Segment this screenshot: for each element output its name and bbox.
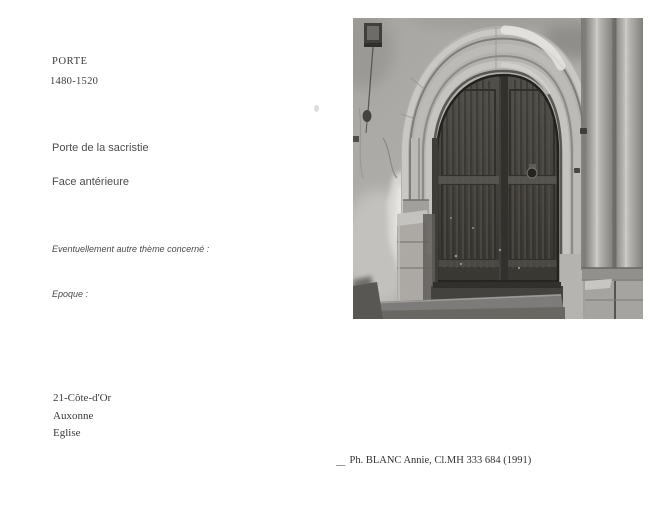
page-smudge-mark <box>314 105 319 112</box>
credit-handwritten-dash: __ <box>336 456 345 467</box>
description-line-1: Porte de la sacristie <box>52 142 149 154</box>
door-photograph-graphic <box>353 18 643 319</box>
description-line-2: Face antérieure <box>52 176 130 188</box>
field-other-theme-label: Eventuellement autre thème concerné : <box>52 244 210 254</box>
location-edifice: Eglise <box>53 427 81 439</box>
date-range: 1480-1520 <box>50 76 99 87</box>
credit-text: Ph. BLANC Annie, Cl.MH 333 684 (1991) <box>349 455 532 466</box>
location-commune: Auxonne <box>53 409 94 422</box>
field-epoque-label: Epoque : <box>52 289 89 299</box>
location-block <box>53 390 111 443</box>
sacristy-door-photo <box>353 18 643 319</box>
photo-credit <box>336 455 531 466</box>
page-title: PORTE <box>52 56 88 67</box>
location-department: 21-Côte-d'Or <box>53 392 112 404</box>
